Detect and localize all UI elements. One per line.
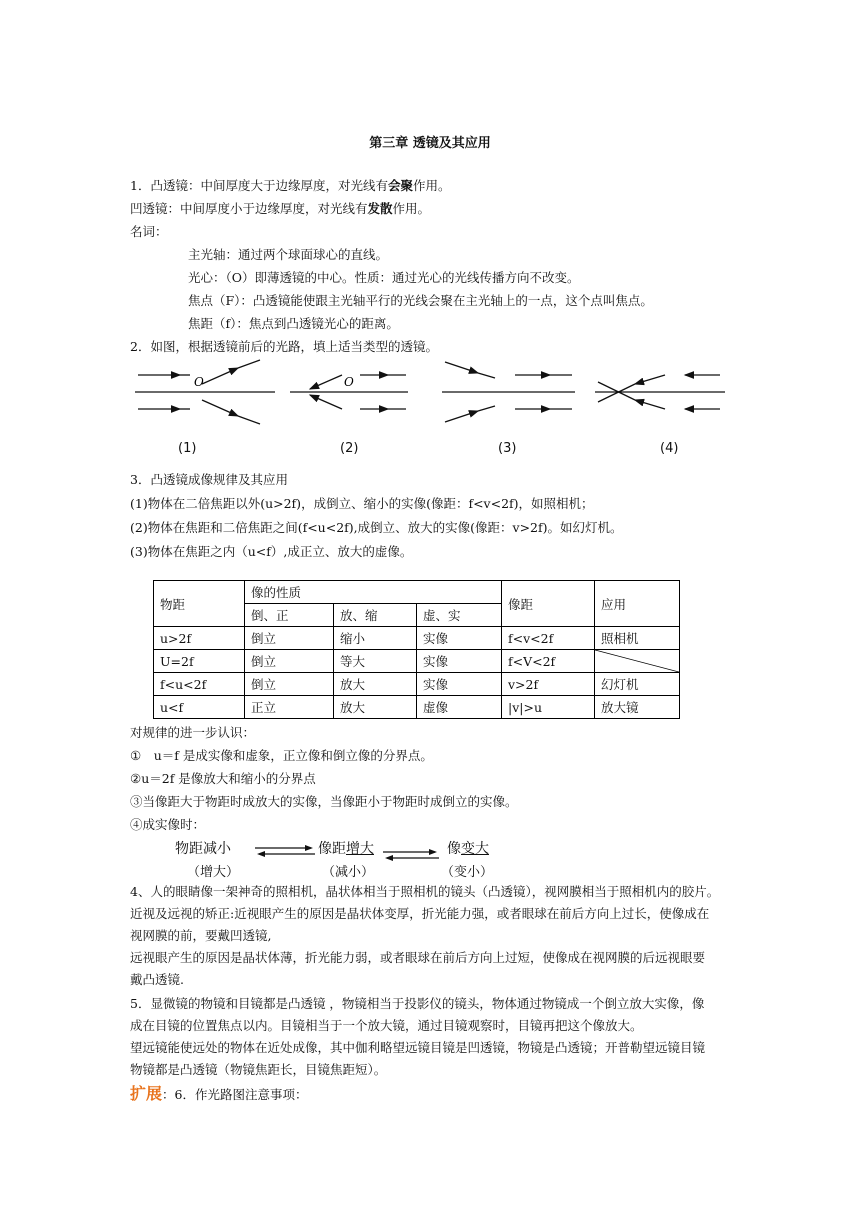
section-3-heading: 3．凸透镜成像规律及其应用: [130, 472, 288, 487]
table-cell: 实像: [417, 650, 502, 673]
header-object-distance: 物距: [154, 581, 245, 627]
flow-image-size: [447, 838, 489, 858]
rule-3: (3)物体在焦距之内（u<f）,成正立、放大的虚像。: [130, 544, 413, 559]
header-image-nature: 像的性质: [245, 581, 502, 604]
header-application: 应用: [595, 581, 680, 627]
flow-c-sub: （变小）: [441, 865, 494, 880]
flow-a-prefix: 物距: [175, 841, 203, 857]
term-main-axis: 主光轴：通过两个球面球心的直线。: [188, 247, 389, 262]
table-cell: 放大: [334, 673, 417, 696]
table-cell: 放大: [334, 696, 417, 719]
s6-text: ：6．作光路图注意事项：: [162, 1087, 308, 1102]
table-cell: U=2f: [154, 650, 245, 673]
table-cell: f<u<2f: [154, 673, 245, 696]
diagram-label-4: (4): [660, 441, 679, 456]
table-cell: f<V<2f: [502, 650, 595, 673]
table-cell: 实像: [417, 673, 502, 696]
table-cell: 缩小: [334, 627, 417, 650]
table-cell: 倒立: [245, 627, 334, 650]
double-arrow-icon: [383, 848, 439, 862]
further-item-2: ②u＝2f 是像放大和缩小的分界点: [130, 771, 316, 786]
optical-center-label-2: O: [344, 375, 354, 389]
terms-label: 名词：: [130, 224, 168, 239]
light-path-diagrams: [130, 356, 730, 466]
s5-line-1: 5．显微镜的物镜和目镜都是凸透镜 ，物镜相当于投影仪的镜头，物体通过物镜成一个倒立放大实像，像: [130, 996, 705, 1011]
convex-text: 1．凸透镜：中间厚度大于边缘厚度，对光线有: [130, 178, 388, 193]
diagonal-slash: [595, 650, 679, 672]
flow-a-sub: （增大）: [187, 865, 240, 880]
double-arrow-icon: [255, 844, 315, 858]
table-row: [154, 627, 680, 650]
table-row: [154, 696, 680, 719]
flow-a-emphasis: 减小: [203, 841, 231, 857]
s5-line-3: 望远镜能使远处的物体在近处成像，其中伽利略望远镜目镜是凹透镜，物镜是凸透镜；开普勒望远镜目镜: [130, 1040, 706, 1055]
s5-line-2: 成在目镜的位置焦点以内。目镜相当于一个放大镜，通过目镜观察时，目镜再把这个像放大。: [130, 1018, 643, 1033]
convex-lens-line: [130, 178, 451, 194]
diagram-label-2: (2): [340, 441, 359, 456]
diagram-label-3: (3): [498, 441, 517, 456]
section-2-text: 2．如图，根据透镜前后的光路，填上适当类型的透镜。: [130, 339, 438, 354]
table-cell: f<v<2f: [502, 627, 595, 650]
s4-line-2: 近视及远视的矫正:近视眼产生的原因是晶状体变厚，折光能力强，或者眼球在前后方向上过长，使像成在: [130, 906, 710, 921]
flow-image-distance: [318, 838, 374, 858]
imaging-rules-table: [153, 580, 680, 719]
table-cell: 倒立: [245, 673, 334, 696]
further-heading: 对规律的进一步认识：: [130, 725, 256, 740]
s5-line-4: 物镜都是凸透镜（物镜焦距长，目镜焦距短）。: [130, 1062, 387, 1077]
table-cell: 照相机: [595, 627, 680, 650]
table-cell-slashed: [595, 650, 680, 673]
header-image-distance: 像距: [502, 581, 595, 627]
header-orientation: 倒、正: [245, 604, 334, 627]
further-item-3: ③当像距大于物距时成放大的实像，当像距小于物距时成倒立的实像。: [130, 794, 518, 809]
concave-emphasis: 发散: [367, 201, 393, 216]
table-cell: 正立: [245, 696, 334, 719]
flow-c-prefix: 像: [447, 841, 461, 857]
rule-2: (2)物体在焦距和二倍焦距之间(f<u<2f),成倒立、放大的实像(像距：v>2f)。如幻灯机。: [130, 520, 623, 535]
table-cell: 实像: [417, 627, 502, 650]
s6-line: [130, 1084, 307, 1105]
table-cell: 幻灯机: [595, 673, 680, 696]
concave-lens-line: [130, 201, 430, 217]
table-cell: u<f: [154, 696, 245, 719]
flow-b-emphasis: 增大: [346, 841, 374, 857]
rule-1: (1)物体在二倍焦距以外(u>2f)，成倒立、缩小的实像(像距：f<v<2f)，如照相机；: [130, 496, 594, 511]
diagram-label-1: (1): [178, 441, 197, 456]
term-focal-length: 焦距（f）：焦点到凸透镜光心的距离。: [188, 316, 399, 331]
table-cell: v>2f: [502, 673, 595, 696]
s4-line-5: 戴凸透镜.: [130, 972, 184, 987]
further-item-4: ④成实像时：: [130, 817, 206, 832]
header-size: 放、缩: [334, 604, 417, 627]
flow-b-prefix: 像距: [318, 841, 346, 857]
table-cell: u>2f: [154, 627, 245, 650]
term-optical-center: 光心：（O）即薄透镜的中心。性质：通过光心的光线传播方向不改变。: [188, 270, 580, 285]
s4-line-4: 远视眼产生的原因是晶状体薄，折光能力弱，或者眼球在前后方向上过短，使像成在视网膜的后远视眼要: [130, 950, 706, 965]
concave-text: 凹透镜：中间厚度小于边缘厚度，对光线有: [130, 201, 368, 216]
s4-line-1: 4、人的眼睛像一架神奇的照相机，晶状体相当于照相机的镜头（凸透镜），视网膜相当于照相机内的胶片。: [130, 884, 720, 899]
flow-b-sub: （减小）: [322, 865, 375, 880]
flow-c-emphasis: 变大: [461, 841, 489, 857]
concave-text-end: 作用。: [392, 201, 431, 216]
table-row: [154, 650, 680, 673]
convex-emphasis: 会聚: [387, 178, 413, 193]
table-cell: |v|>u: [502, 696, 595, 719]
header-real-virtual: 虚、实: [417, 604, 502, 627]
table-cell: 放大镜: [595, 696, 680, 719]
s4-line-3: 视网膜的前，要戴凹透镜,: [130, 928, 272, 943]
optical-center-label-1: O: [194, 375, 204, 389]
term-focus: 焦点（F）：凸透镜能使跟主光轴平行的光线会聚在主光轴上的一点，这个点叫焦点。: [188, 293, 653, 308]
table-cell: 等大: [334, 650, 417, 673]
expand-label: 扩展: [130, 1084, 163, 1103]
page-title: 第三章 透镜及其应用: [369, 136, 491, 151]
further-item-1: ① u＝f 是成实像和虚象，正立像和倒立像的分界点。: [130, 748, 433, 763]
table-cell: 倒立: [245, 650, 334, 673]
convex-text-end: 作用。: [412, 178, 451, 193]
flow-object-distance: [175, 838, 231, 858]
table-row: [154, 673, 680, 696]
table-cell: 虚像: [417, 696, 502, 719]
